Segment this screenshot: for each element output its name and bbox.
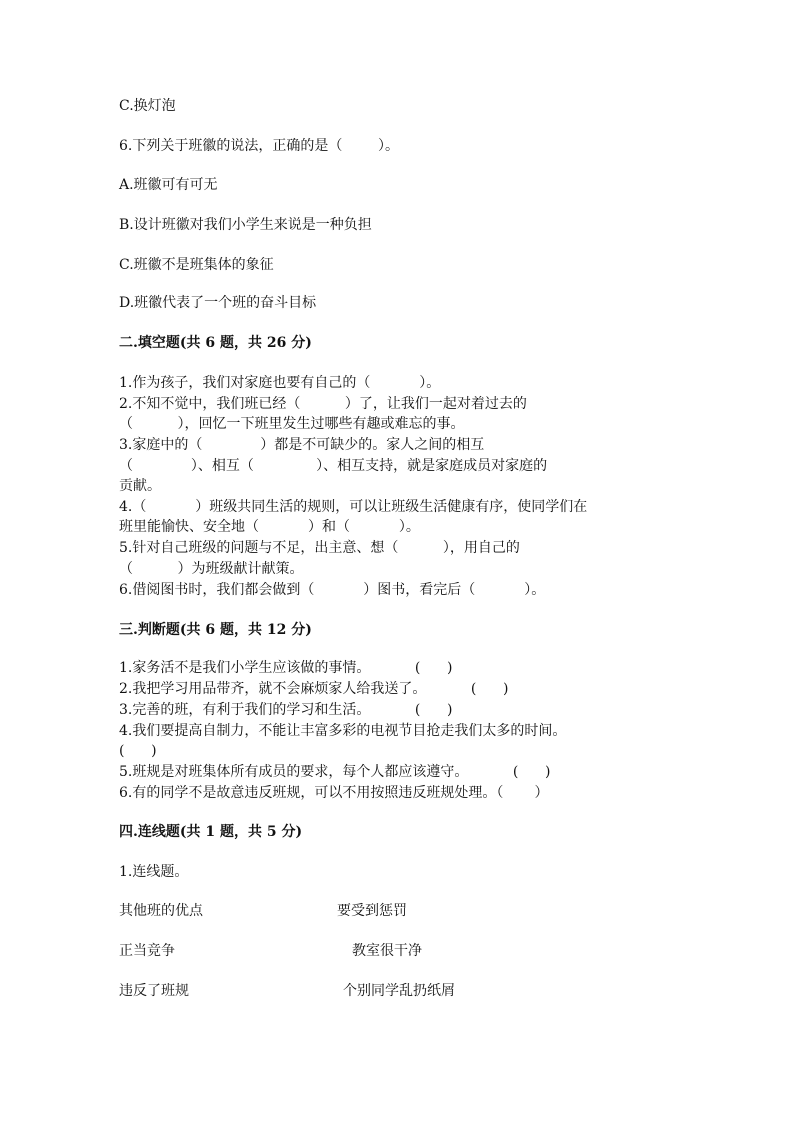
match-right-item: 个别同学乱扔纸屑 (343, 983, 455, 999)
fill-line: 6.借阅图书时，我们都会做到（ ）图书，看完后（ ）。 (119, 582, 546, 598)
fill-line: （ ）、相互（ ）、相互支持，就是家庭成员对家庭的 (119, 458, 548, 474)
judge-line: 3.完善的班，有利于我们的学习和生活。 ( ) (119, 702, 453, 718)
judge-line: ( ) (119, 743, 157, 759)
section3-heading: 三.判断题(共 6 题，共 12 分) (119, 622, 312, 638)
fill-line: （ ），回忆一下班里发生过哪些有趣或难忘的事。 (119, 416, 465, 432)
fill-line: 贡献。 (119, 478, 161, 494)
q6-stem: 6.下列关于班徽的说法，正确的是（ ）。 (119, 138, 399, 154)
fill-line: 3.家庭中的（ ）都是不可缺少的。家人之间的相互 (119, 437, 485, 453)
fill-line: （ ）为班级献计献策。 (119, 561, 304, 577)
match-right-item: 教室很干净 (352, 943, 422, 959)
fill-line: 4.（ ）班级共同生活的规则，可以让班级生活健康有序，使同学们在 (119, 499, 588, 515)
fill-line: 2.不知不觉中，我们班已经（ ）了，让我们一起对着过去的 (119, 396, 527, 412)
fill-line: 5.针对自己班级的问题与不足，出主意、想（ ），用自己的 (119, 540, 520, 556)
match-left-item: 其他班的优点 (119, 903, 203, 919)
judge-line: 5.班规是对班集体所有成员的要求，每个人都应该遵守。 ( ) (119, 764, 551, 780)
q6-option-a: A.班徽可有可无 (119, 177, 218, 193)
section4-heading: 四.连线题(共 1 题，共 5 分) (119, 824, 303, 840)
q6-option-d: D.班徽代表了一个班的奋斗目标 (119, 295, 317, 311)
section2-heading: 二.填空题(共 6 题，共 26 分) (119, 335, 312, 351)
q6-option-c: C.班徽不是班集体的象征 (119, 257, 274, 273)
fill-line: 班里能愉快、安全地（ ）和（ ）。 (119, 519, 420, 535)
judge-line: 6.有的同学不是故意违反班规，可以不用按照违反班规处理。（ ） (119, 785, 549, 801)
match-right-item: 要受到惩罚 (337, 903, 407, 919)
match-question: 1.连线题。 (119, 864, 189, 880)
match-left-item: 违反了班规 (119, 983, 189, 999)
judge-line: 2.我把学习用品带齐，就不会麻烦家人给我送了。 ( ) (119, 681, 509, 697)
fill-line: 1.作为孩子，我们对家庭也要有自己的（ ）。 (119, 375, 441, 391)
judge-line: 4.我们要提高自制力，不能让丰富多彩的电视节目抢走我们太多的时间。 (119, 723, 567, 739)
q5-option-c: C.换灯泡 (119, 98, 176, 114)
match-left-item: 正当竞争 (119, 943, 175, 959)
q6-option-b: B.设计班徽对我们小学生来说是一种负担 (119, 217, 372, 233)
judge-line: 1.家务活不是我们小学生应该做的事情。 ( ) (119, 660, 453, 676)
